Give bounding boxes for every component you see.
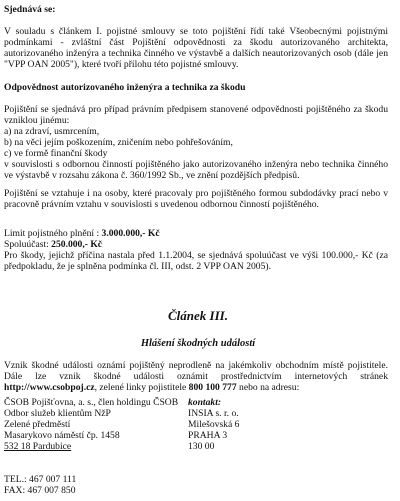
- scope-item-a: a) na zdraví, usmrcením,: [4, 126, 100, 137]
- contact-heading: kontakt:: [188, 397, 222, 408]
- deductible-label: Spoluúčast:: [4, 239, 52, 250]
- reporting-text-b: , zelené linky pojistitele: [94, 382, 189, 393]
- address-insurer: [4, 397, 178, 452]
- address-line: ČSOB Pojišťovna, a. s., člen holdingu ČSOB: [4, 397, 179, 408]
- scope-item-c: c) ve formě finanční škody: [4, 148, 108, 159]
- contact-line: INSIA s. r. o.: [188, 408, 239, 419]
- scope-tail: v souvislosti s odbornou činností pojištěného jako autorizovaného inženýra nebo technika činného ve výstavbě v rozsahu zákona č. 360/1992 Sb., ve znění pozdějších předpisů.: [4, 159, 388, 181]
- reporting-text-a: Vznik škodné události oznámí pojištěný neprodleně na jakémkoliv obchodním místě pojistitele. Dále lze vznik škodné události oznámit prostřednictvím internetových stránek: [4, 360, 388, 382]
- paragraph-reporting: [4, 360, 388, 393]
- paragraph-subcontractors: Pojištění se vztahuje i na osoby, které pracovaly pro pojištěného formou subdodávky prací nebo v pracovně právním vztahu v souvislosti s uvedenou odbornou činností pojištěného.: [4, 188, 388, 210]
- hotline-number: 800 100 777: [188, 382, 237, 393]
- phone-block: [4, 474, 76, 496]
- reporting-text-c: nebo na adresu:: [236, 382, 300, 393]
- address-line: 532 18 Pardubice: [4, 441, 72, 452]
- address-line: Masarykovo náměstí čp. 1458: [4, 430, 120, 441]
- section-heading: Sjednává se:: [4, 4, 56, 15]
- article-subtitle: Hlášení škodných událostí: [140, 338, 256, 349]
- contact-line: PRAHA 3: [188, 430, 228, 441]
- contact-line: Milešovská 6: [188, 419, 240, 430]
- limits-block: [4, 228, 388, 272]
- article-title: Článek III.: [168, 308, 228, 323]
- address-line: Zelené předměstí: [4, 419, 71, 430]
- limit-value: 3.000.000,- Kč: [101, 228, 160, 239]
- scope-item-b: b) na věci jejím poškozením, zničením nebo pohřešováním,: [4, 137, 233, 148]
- address-contact: [188, 397, 239, 452]
- deductible-value: 250.000,- Kč: [51, 239, 103, 250]
- address-line: Odbor služeb klientům NžP: [4, 408, 111, 419]
- website-link[interactable]: http://www.csobpoj.cz: [4, 382, 95, 393]
- limit-label: Limit pojistného plnění :: [4, 228, 102, 239]
- telephone: TEL.: 467 007 111: [4, 474, 77, 485]
- insurance-scope: [4, 104, 388, 181]
- document-page: [4, 0, 392, 501]
- paragraph-prior-damages: Pro škody, jejichž příčina nastala před 1.1.2004, se sjednává spoluúčast ve výši 100.000,- Kč (za předpokladu, že je splněna podmínka čl. III, odst. 2 VPP OAN 2005).: [4, 250, 388, 272]
- subheading-liability: Odpovědnost autorizovaného inženýra a technika za škodu: [4, 82, 246, 93]
- contact-line: 130 00: [188, 441, 215, 452]
- fax: FAX: 467 007 850: [4, 485, 76, 496]
- limit-line: [4, 228, 388, 239]
- deductible-line: [4, 239, 388, 250]
- paragraph-vpp: V souladu s článkem I. pojistné smlouvy se toto pojištění řídí také Všeobecnými pojistnými podmínkami - zvláštní část Pojištění odpovědnosti za škodu autorizovaného architekta, autorizovaného inženýra a technika činného ve výstavbě a dalších neautorizovaných osob (dále jen "VPP OAN 2005"), které tvoří přílohu této pojistné smlouvy.: [4, 26, 388, 70]
- scope-intro: Pojištění se sjednává pro případ právním předpisem stanovené odpovědnosti pojištěného za škodu vzniklou jinému:: [4, 104, 388, 126]
